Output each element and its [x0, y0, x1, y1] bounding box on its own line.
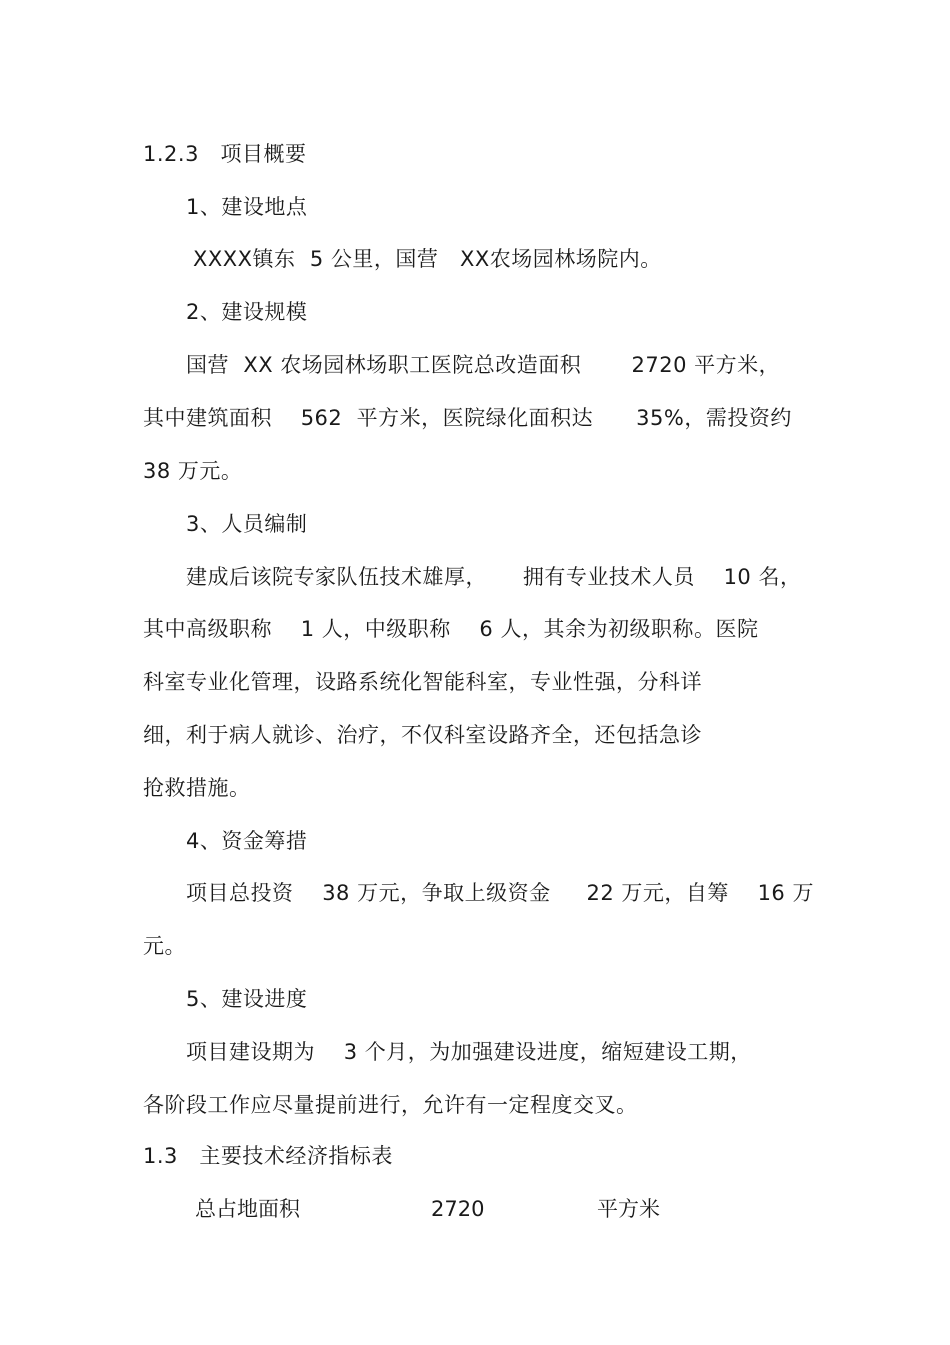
- subsection-title-funding: 4、资金筹措: [186, 829, 308, 853]
- scale-text-line-1: 国营 XX 农场园林场职工医院总改造面积 2720 平方米，: [186, 353, 781, 377]
- subsection-title-scale: 2、建设规模: [186, 300, 308, 324]
- section-heading-1-2-3: 1.2.3 项目概要: [143, 142, 307, 166]
- scale-text-line-2: 其中建筑面积 562 平方米，医院绿化面积达 35%，需投资约: [143, 406, 792, 430]
- staffing-text-line-4: 细，利于病人就诊、治疗，不仅科室设路齐全，还包括急诊: [143, 723, 702, 747]
- indicator-value-cell: 2720: [431, 1197, 485, 1221]
- subsection-title-staffing: 3、人员编制: [186, 512, 308, 536]
- indicator-unit-cell: 平方米: [597, 1197, 660, 1221]
- section-heading-1-3: 1.3 主要技术经济指标表: [143, 1144, 393, 1168]
- schedule-text-line-1: 项目建设期为 3 个月，为加强建设进度，缩短建设工期，: [186, 1040, 752, 1064]
- staffing-text-line-1: 建成后该院专家队伍技术雄厚， 拥有专业技术人员 10 名，: [186, 565, 802, 589]
- schedule-text-line-2: 各阶段工作应尽量提前进行，允许有一定程度交叉。: [143, 1093, 638, 1117]
- staffing-text-line-3: 科室专业化管理，设路系统化智能科室，专业性强，分科详: [143, 670, 702, 694]
- subsection-title-schedule: 5、建设进度: [186, 987, 308, 1011]
- subsection-title-location: 1、建设地点: [186, 195, 308, 219]
- funding-text-line-2: 元。: [143, 934, 186, 958]
- indicator-name-cell: 总占地面积: [195, 1197, 300, 1221]
- location-text: XXXX镇东 5 公里，国营 XX农场园林场院内。: [193, 247, 662, 271]
- staffing-text-line-2: 其中高级职称 1 人，中级职称 6 人，其余为初级职称。医院: [143, 617, 759, 641]
- staffing-text-line-5: 抢救措施。: [143, 776, 251, 800]
- funding-text-line-1: 项目总投资 38 万元，争取上级资金 22 万元，自筹 16 万: [186, 881, 814, 905]
- scale-text-line-3: 38 万元。: [143, 459, 243, 483]
